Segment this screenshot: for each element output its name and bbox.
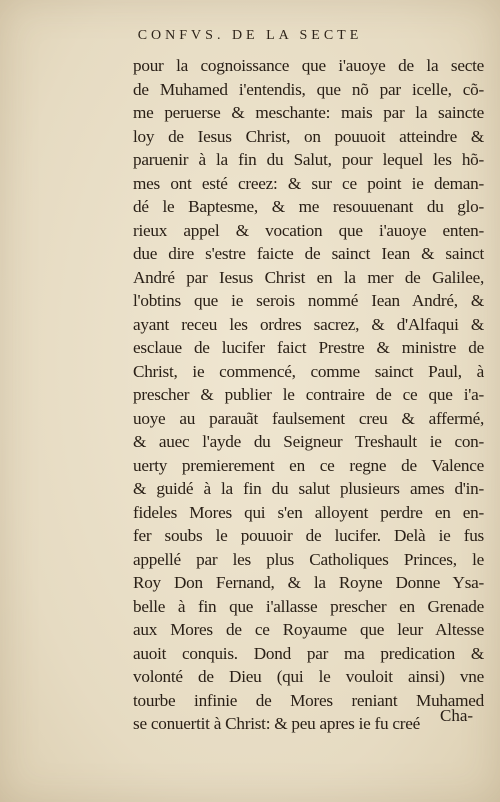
text-line: appellé par les plus Catholiques Princes, le: [133, 549, 484, 569]
text-line: & auec l'ayde du Seigneur Treshault ie con-: [133, 432, 484, 451]
text-line: pour la cognoissance que i'auoye de la secte: [133, 56, 484, 75]
text-line: loy de Iesus Christ, on pouuoit atteindre &: [133, 126, 484, 146]
text-line: auoit conquis. Dond par ma predication &: [133, 643, 484, 663]
text-block: [133, 54, 484, 736]
text-line: esclaue de lucifer faict Prestre & ministre de: [133, 338, 484, 357]
text-line: Roy Don Fernand, & la Royne Donne Ysa-: [133, 573, 484, 592]
text-line: due dire s'estre faicte de sainct Iean & sainct: [133, 244, 484, 263]
text-line: belle à fin que i'allasse prescher en Grenade: [133, 596, 484, 616]
text-line: aux Mores de ce Royaume que leur Altesse: [133, 620, 484, 639]
running-head: CONFVS. DE LA SECTE: [137, 28, 363, 43]
text-line: & guidé à la fin du salut plusieurs ames d'in-: [133, 479, 484, 498]
text-line: uoye au parauãt faulsement creu & affermé,: [133, 408, 484, 428]
text-line: l'obtins que ie serois nommé Iean André, &: [133, 291, 484, 310]
text-line: prescher & publier le contraire de ce que i'a-: [133, 385, 484, 404]
text-line: uerty premierement en ce regne de Valence: [133, 455, 484, 475]
text-line: Christ, ie commencé, comme sainct Paul, à: [133, 361, 484, 381]
text-line: fideles Mores qui s'en alloyent perdre en en-: [133, 502, 484, 522]
text-line: André par Iesus Christ en la mer de Galilee,: [133, 267, 484, 287]
text-line: rieux appel & vocation que i'auoye enten-: [133, 220, 484, 240]
text-line: fer soubs le pouuoir de lucifer. Delà ie fus: [133, 526, 484, 545]
text-line: me peruerse & meschante: mais par la saincte: [133, 103, 484, 122]
text-line: volonté de Dieu (qui le vouloit ainsi) vne: [133, 667, 484, 686]
text-line: paruenir à la fin du Salut, pour lequel les hõ-: [133, 150, 484, 169]
text-line: dé le Baptesme, & me resouuenant du glo-: [133, 197, 484, 216]
text-line: ayant receu les ordres sacrez, & d'Alfaqui &: [133, 314, 484, 334]
text-line: tourbe infinie de Mores reniant Muhamed: [133, 690, 484, 710]
catchword: Cha-: [440, 706, 474, 725]
text-line: de Muhamed i'entendis, que nõ par icelle, cõ-: [133, 79, 484, 99]
text-line: mes ont esté creez: & sur ce point ie deman-: [133, 173, 484, 193]
text-line: se conuertit à Christ: & peu apres ie fu creé: [133, 714, 421, 733]
